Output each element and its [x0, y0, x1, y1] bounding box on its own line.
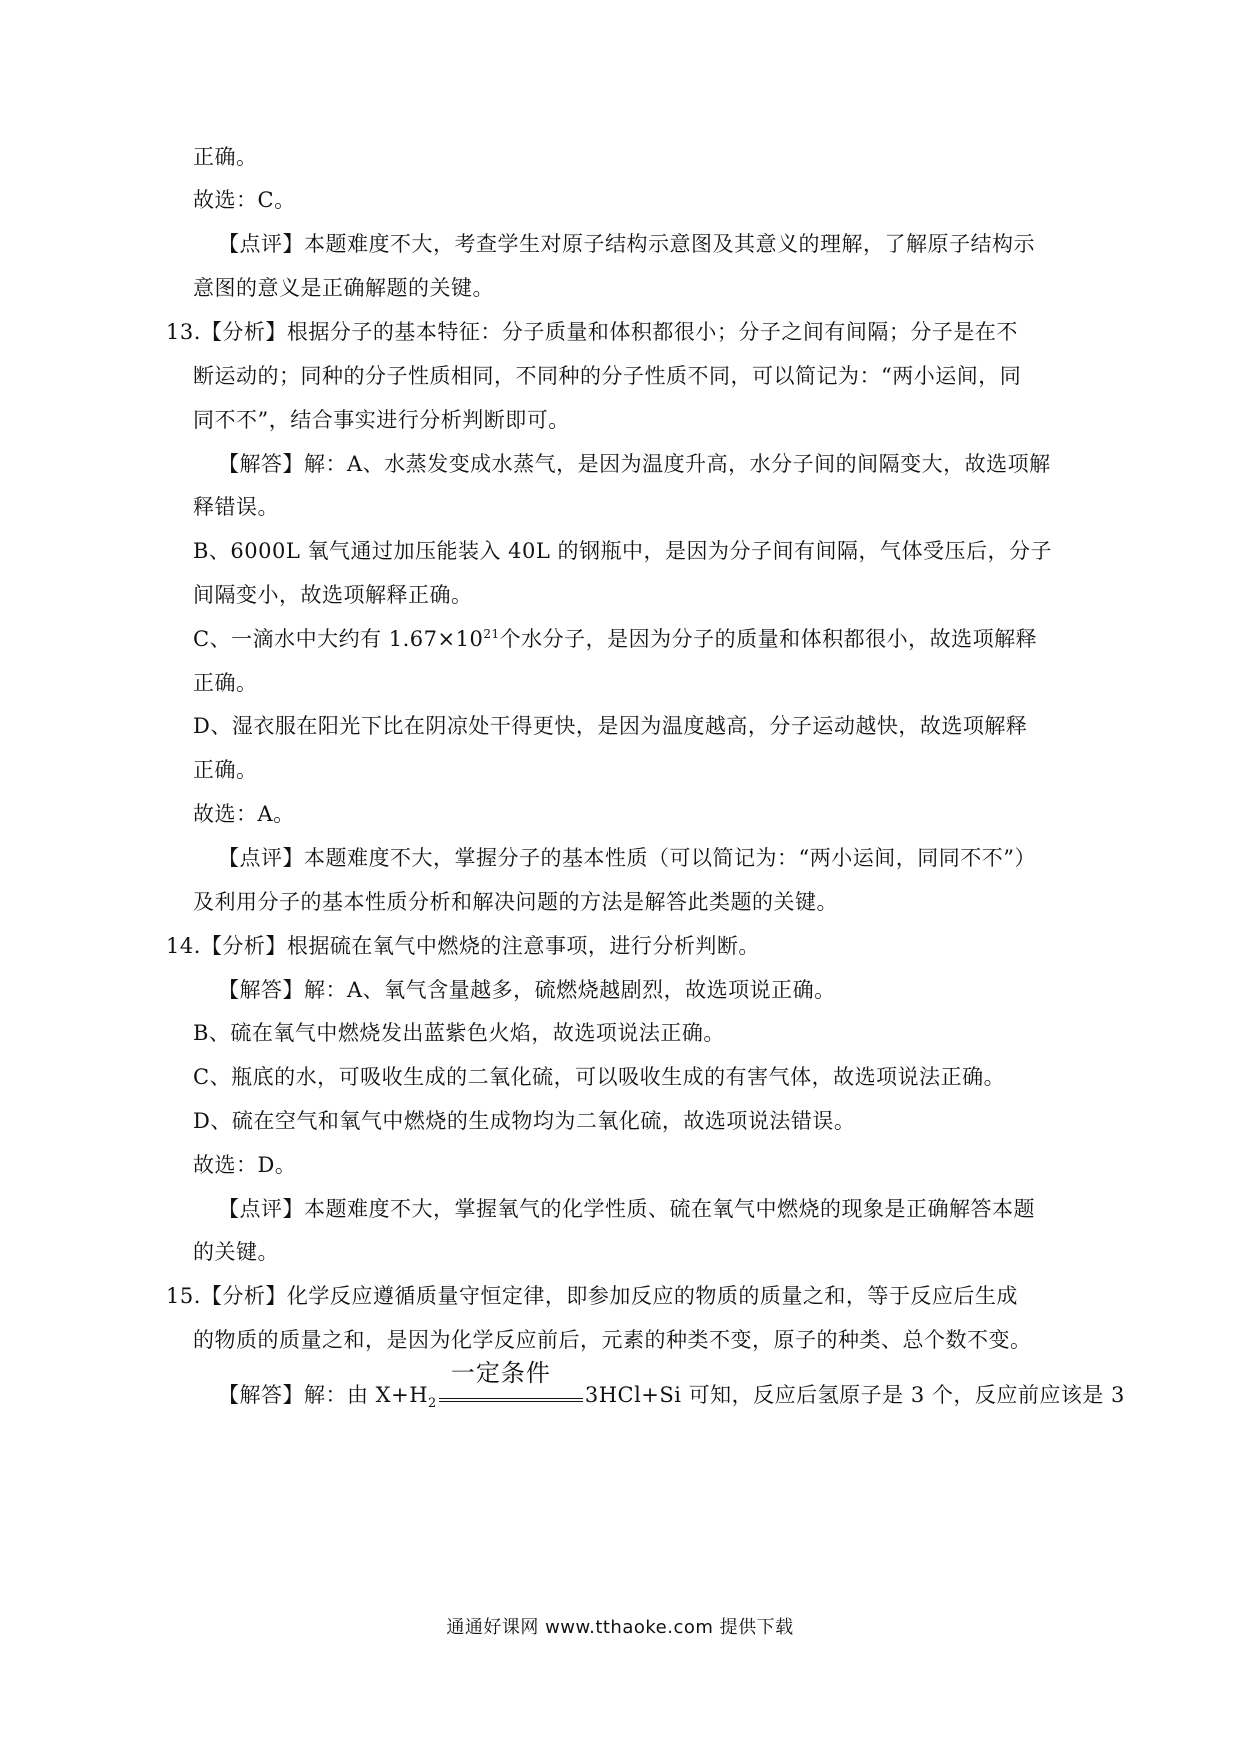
text-line: 【点评】本题难度不大，掌握分子的基本性质（可以简记为：“两小运间，同同不不”）: [218, 846, 1036, 870]
footer-credit: 通通好课网 www.tthaoke.com 提供下载: [446, 1617, 794, 1638]
equals-bar-bottom: [439, 1401, 583, 1402]
reaction-condition-label: 一定条件: [450, 1359, 551, 1387]
reaction-condition-arrow: [437, 1359, 585, 1409]
subscript: 2: [428, 1396, 437, 1412]
text-line: 【点评】本题难度不大，掌握氧气的化学性质、硫在氧气中燃烧的现象是正确解答本题: [218, 1197, 1035, 1221]
text-line: B、硫在氧气中燃烧发出蓝紫色火焰，故选项说法正确。: [193, 1021, 725, 1045]
text-line: 正确。: [193, 758, 258, 782]
text-line: 正确。: [193, 671, 258, 695]
text-line: C、瓶底的水，可吸收生成的二氧化硫，可以吸收生成的有害气体，故选项说法正确。: [193, 1065, 1006, 1089]
text-fragment: 【解答】解：由 X+H: [218, 1383, 429, 1407]
text-line: B、6000L 氧气通过加压能装入 40L 的钢瓶中，是因为分子间有间隔，气体受压后，分子: [193, 539, 1053, 563]
text-line: 同不不”，结合事实进行分析判断即可。: [193, 408, 570, 432]
text-line: 释错误。: [193, 495, 279, 519]
text-line: 故选：C。: [193, 188, 296, 212]
text-line: 正确。: [193, 145, 258, 169]
text-line: 意图的意义是正确解题的关键。: [193, 276, 494, 300]
question-15-analysis: 15.【分析】化学反应遵循质量守恒定律，即参加反应的物质的质量之和，等于反应后生成: [166, 1284, 1018, 1308]
text-line: [193, 625, 1037, 653]
text-line: 【点评】本题难度不大，考查学生对原子结构示意图及其意义的理解，了解原子结构示: [218, 232, 1035, 256]
text-line: 的物质的质量之和，是因为化学反应前后，元素的种类不变，原子的种类、总个数不变。: [193, 1328, 1032, 1352]
text-line: 故选：A。: [193, 802, 295, 826]
text-fragment: 个水分子，是因为分子的质量和体积都很小，故选项解释: [499, 627, 1038, 651]
text-line: 及利用分子的基本性质分析和解决问题的方法是解答此类题的关键。: [193, 890, 838, 914]
text-line: D、湿衣服在阳光下比在阴凉处干得更快，是因为温度越高，分子运动越快，故选项解释: [193, 714, 1028, 738]
equals-bar-top: [439, 1398, 583, 1399]
question-14-analysis: 14.【分析】根据硫在氧气中燃烧的注意事项，进行分析判断。: [166, 934, 760, 958]
question-13-analysis: 13.【分析】根据分子的基本特征：分子质量和体积都很小；分子之间有间隔；分子是在不: [166, 320, 1018, 344]
text-line: 的关键。: [193, 1240, 279, 1264]
text-line: 故选：D。: [193, 1153, 297, 1177]
text-fragment: 3HCl+Si 可知，反应后氢原子是 3 个，反应前应该是 3: [584, 1383, 1125, 1407]
text-line: 间隔变小，故选项解释正确。: [193, 583, 473, 607]
text-line: D、硫在空气和氧气中燃烧的生成物均为二氧化硫，故选项说法错误。: [193, 1109, 856, 1133]
text-fragment: C、一滴水中大约有 1.67×10: [193, 627, 484, 651]
text-line: 【解答】解：A、水蒸发变成水蒸气，是因为温度升高，水分子间的间隔变大，故选项解: [218, 452, 1051, 476]
text-line: 【解答】解：A、氧气含量越多，硫燃烧越剧烈，故选项说正确。: [218, 978, 836, 1002]
exponent: 21: [483, 627, 500, 641]
equation-line: [218, 1359, 1125, 1412]
text-line: 断运动的；同种的分子性质相同，不同种的分子性质不同，可以简记为：“两小运间，同: [193, 364, 1022, 388]
